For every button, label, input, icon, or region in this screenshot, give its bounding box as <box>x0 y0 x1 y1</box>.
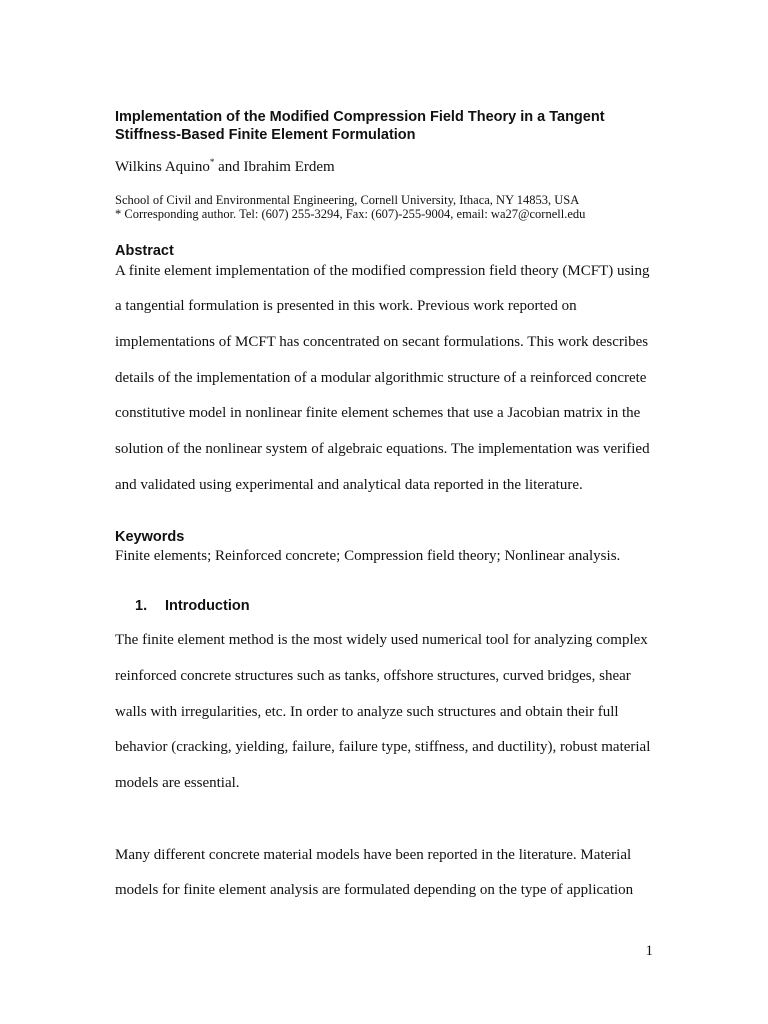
author-name: Wilkins Aquino <box>115 159 210 175</box>
body-line: The finite element method is the most widely used numerical tool for analyzing complex <box>115 632 648 648</box>
abstract-line: a tangential formulation is presented in this work. Previous work reported on <box>115 298 577 314</box>
abstract-line: constitutive model in nonlinear finite element schemes that use a Jacobian matrix in the <box>115 405 641 421</box>
page-number: 1 <box>645 943 653 959</box>
corresponding-author-mark: * <box>209 157 215 167</box>
title-line: Implementation of the Modified Compression Field Theory in a Tangent <box>115 109 605 125</box>
abstract-heading: Abstract <box>115 243 174 259</box>
section-number: 1. <box>135 598 148 614</box>
abstract-line: and validated using experimental and analytical data reported in the literature. <box>115 477 583 493</box>
affiliation-line: School of Civil and Environmental Engineering, Cornell University, Ithaca, NY 14853, USA <box>115 193 580 207</box>
abstract-line: solution of the nonlinear system of algebraic equations. The implementation was verified <box>115 441 650 457</box>
abstract-line: details of the implementation of a modular algorithmic structure of a reinforced concrete <box>115 370 647 386</box>
author-list <box>115 158 335 176</box>
body-line: models for finite element analysis are formulated depending on the type of application <box>115 882 634 898</box>
keywords-text: Finite elements; Reinforced concrete; Compression field theory; Nonlinear analysis. <box>115 548 621 564</box>
section-heading-introduction <box>135 597 250 615</box>
abstract-line: implementations of MCFT has concentrated on secant formulations. This work describes <box>115 334 649 350</box>
body-line: behavior (cracking, yielding, failure, failure type, stiffness, and ductility), robust material <box>115 739 651 755</box>
title-line: Stiffness-Based Finite Element Formulation <box>115 127 416 143</box>
body-line: Many different concrete material models have been reported in the literature. Material <box>115 847 632 863</box>
keywords-heading: Keywords <box>115 529 185 545</box>
body-line: models are essential. <box>115 775 240 791</box>
affiliation-block <box>115 193 585 221</box>
paper-title <box>115 108 675 144</box>
abstract-line: A finite element implementation of the modified compression field theory (MCFT) using <box>115 263 650 279</box>
section-title: Introduction <box>165 598 250 614</box>
body-line: walls with irregularities, etc. In order to analyze such structures and obtain their full <box>115 704 619 720</box>
corresponding-author-line: * Corresponding author. Tel: (607) 255-3294, Fax: (607)-255-9004, email: wa27@cornell.edu <box>115 207 586 221</box>
author-name: and Ibrahim Erdem <box>214 159 335 175</box>
body-line: reinforced concrete structures such as tanks, offshore structures, curved bridges, shear <box>115 668 631 684</box>
